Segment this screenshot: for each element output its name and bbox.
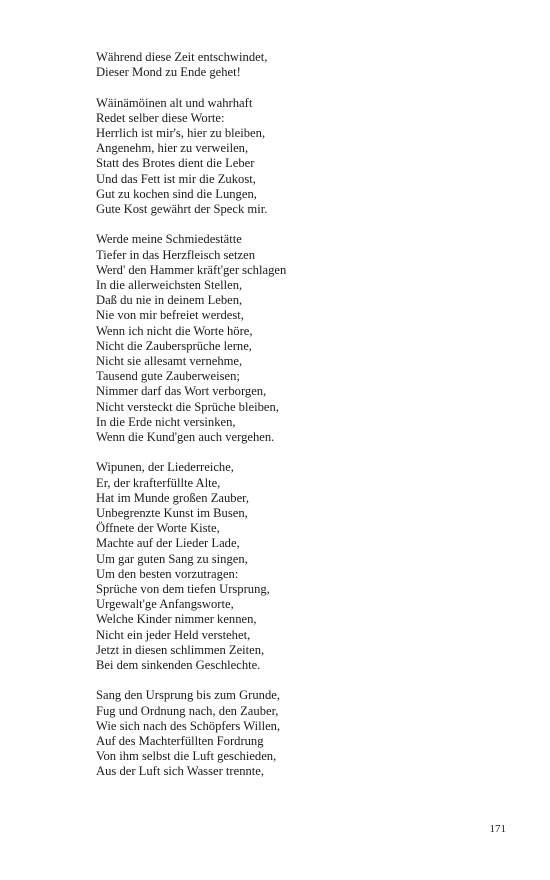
verse-line: Nicht ein jeder Held verstehet, <box>96 627 251 642</box>
stanza <box>96 688 516 779</box>
verse-line: In die allerweichsten Stellen, <box>96 278 243 293</box>
verse-line: Auf des Machterfüllten Fordrung <box>96 734 264 749</box>
verse-line: Machte auf der Lieder Lade, <box>96 536 240 551</box>
verse-line: Wenn die Kund'gen auch vergehen. <box>96 430 275 445</box>
verse-line: Gute Kost gewährt der Speck mir. <box>96 202 268 217</box>
verse-line: Um den besten vorzutragen: <box>96 566 239 581</box>
verse-line: Tiefer in das Herzfleisch setzen <box>96 247 255 262</box>
verse-line: Nicht die Zaubersprüche lerne, <box>96 338 252 353</box>
stanza <box>96 232 516 445</box>
verse-line: Nicht sie allesamt vernehme, <box>96 354 243 369</box>
verse-line: Dieser Mond zu Ende gehet! <box>96 65 241 80</box>
stanza <box>96 50 516 80</box>
verse-line: Welche Kinder nimmer kennen, <box>96 612 257 627</box>
verse-line: Wäinämöinen alt und wahrhaft <box>96 95 253 110</box>
verse-line: Öffnete der Worte Kiste, <box>96 521 220 536</box>
page-number: 171 <box>489 823 506 835</box>
verse-line: Werd' den Hammer kräft'ger schlagen <box>96 262 287 277</box>
verse-line: Unbegrenzte Kunst im Busen, <box>96 506 248 521</box>
verse-line: Angenehm, hier zu verweilen, <box>96 141 249 156</box>
verse-line: Nie von mir befreiet werdest, <box>96 308 244 323</box>
verse-line: Er, der krafterfüllte Alte, <box>96 475 221 490</box>
verse-line: Aus der Luft sich Wasser trennte, <box>96 764 265 779</box>
verse-line: Hat im Munde großen Zauber, <box>96 490 250 505</box>
verse-line: Jetzt in diesen schlimmen Zeiten, <box>96 642 265 657</box>
verse-line: In die Erde nicht versinken, <box>96 414 236 429</box>
verse-line: Nicht versteckt die Sprüche bleiben, <box>96 399 279 414</box>
verse-line: Bei dem sinkenden Geschlechte. <box>96 658 261 673</box>
verse-line: Gut zu kochen sind die Lungen, <box>96 186 257 201</box>
verse-line: Wipunen, der Liederreiche, <box>96 460 234 475</box>
stanza <box>96 460 516 673</box>
verse-line: Daß du nie in deinem Leben, <box>96 293 243 308</box>
verse-line: Sprüche von dem tiefen Ursprung, <box>96 582 270 597</box>
verse-line: Statt des Brotes dient die Leber <box>96 156 255 171</box>
verse-line: Während diese Zeit entschwindet, <box>96 50 268 64</box>
verse-line: Fug und Ordnung nach, den Zauber, <box>96 703 279 718</box>
verse-line: Von ihm selbst die Luft geschieden, <box>96 749 277 764</box>
verse-line: Wenn ich nicht die Worte höre, <box>96 323 253 338</box>
verse-line: Nimmer darf das Wort verborgen, <box>96 384 267 399</box>
verse-line: Herrlich ist mir's, hier zu bleiben, <box>96 126 266 140</box>
verse-line: Und das Fett ist mir die Zukost, <box>96 171 256 186</box>
verse-line: Tausend gute Zauberweisen; <box>96 369 240 384</box>
verse-line: Redet selber diese Worte: <box>96 110 225 125</box>
poem-text <box>96 50 516 795</box>
stanza <box>96 96 516 218</box>
verse-line: Sang den Ursprung bis zum Grunde, <box>96 688 280 703</box>
verse-line: Wie sich nach des Schöpfers Willen, <box>96 718 281 733</box>
verse-line: Werde meine Schmiedestätte <box>96 232 242 247</box>
verse-line: Urgewalt'ge Anfangsworte, <box>96 597 234 612</box>
verse-line: Um gar guten Sang zu singen, <box>96 551 248 566</box>
